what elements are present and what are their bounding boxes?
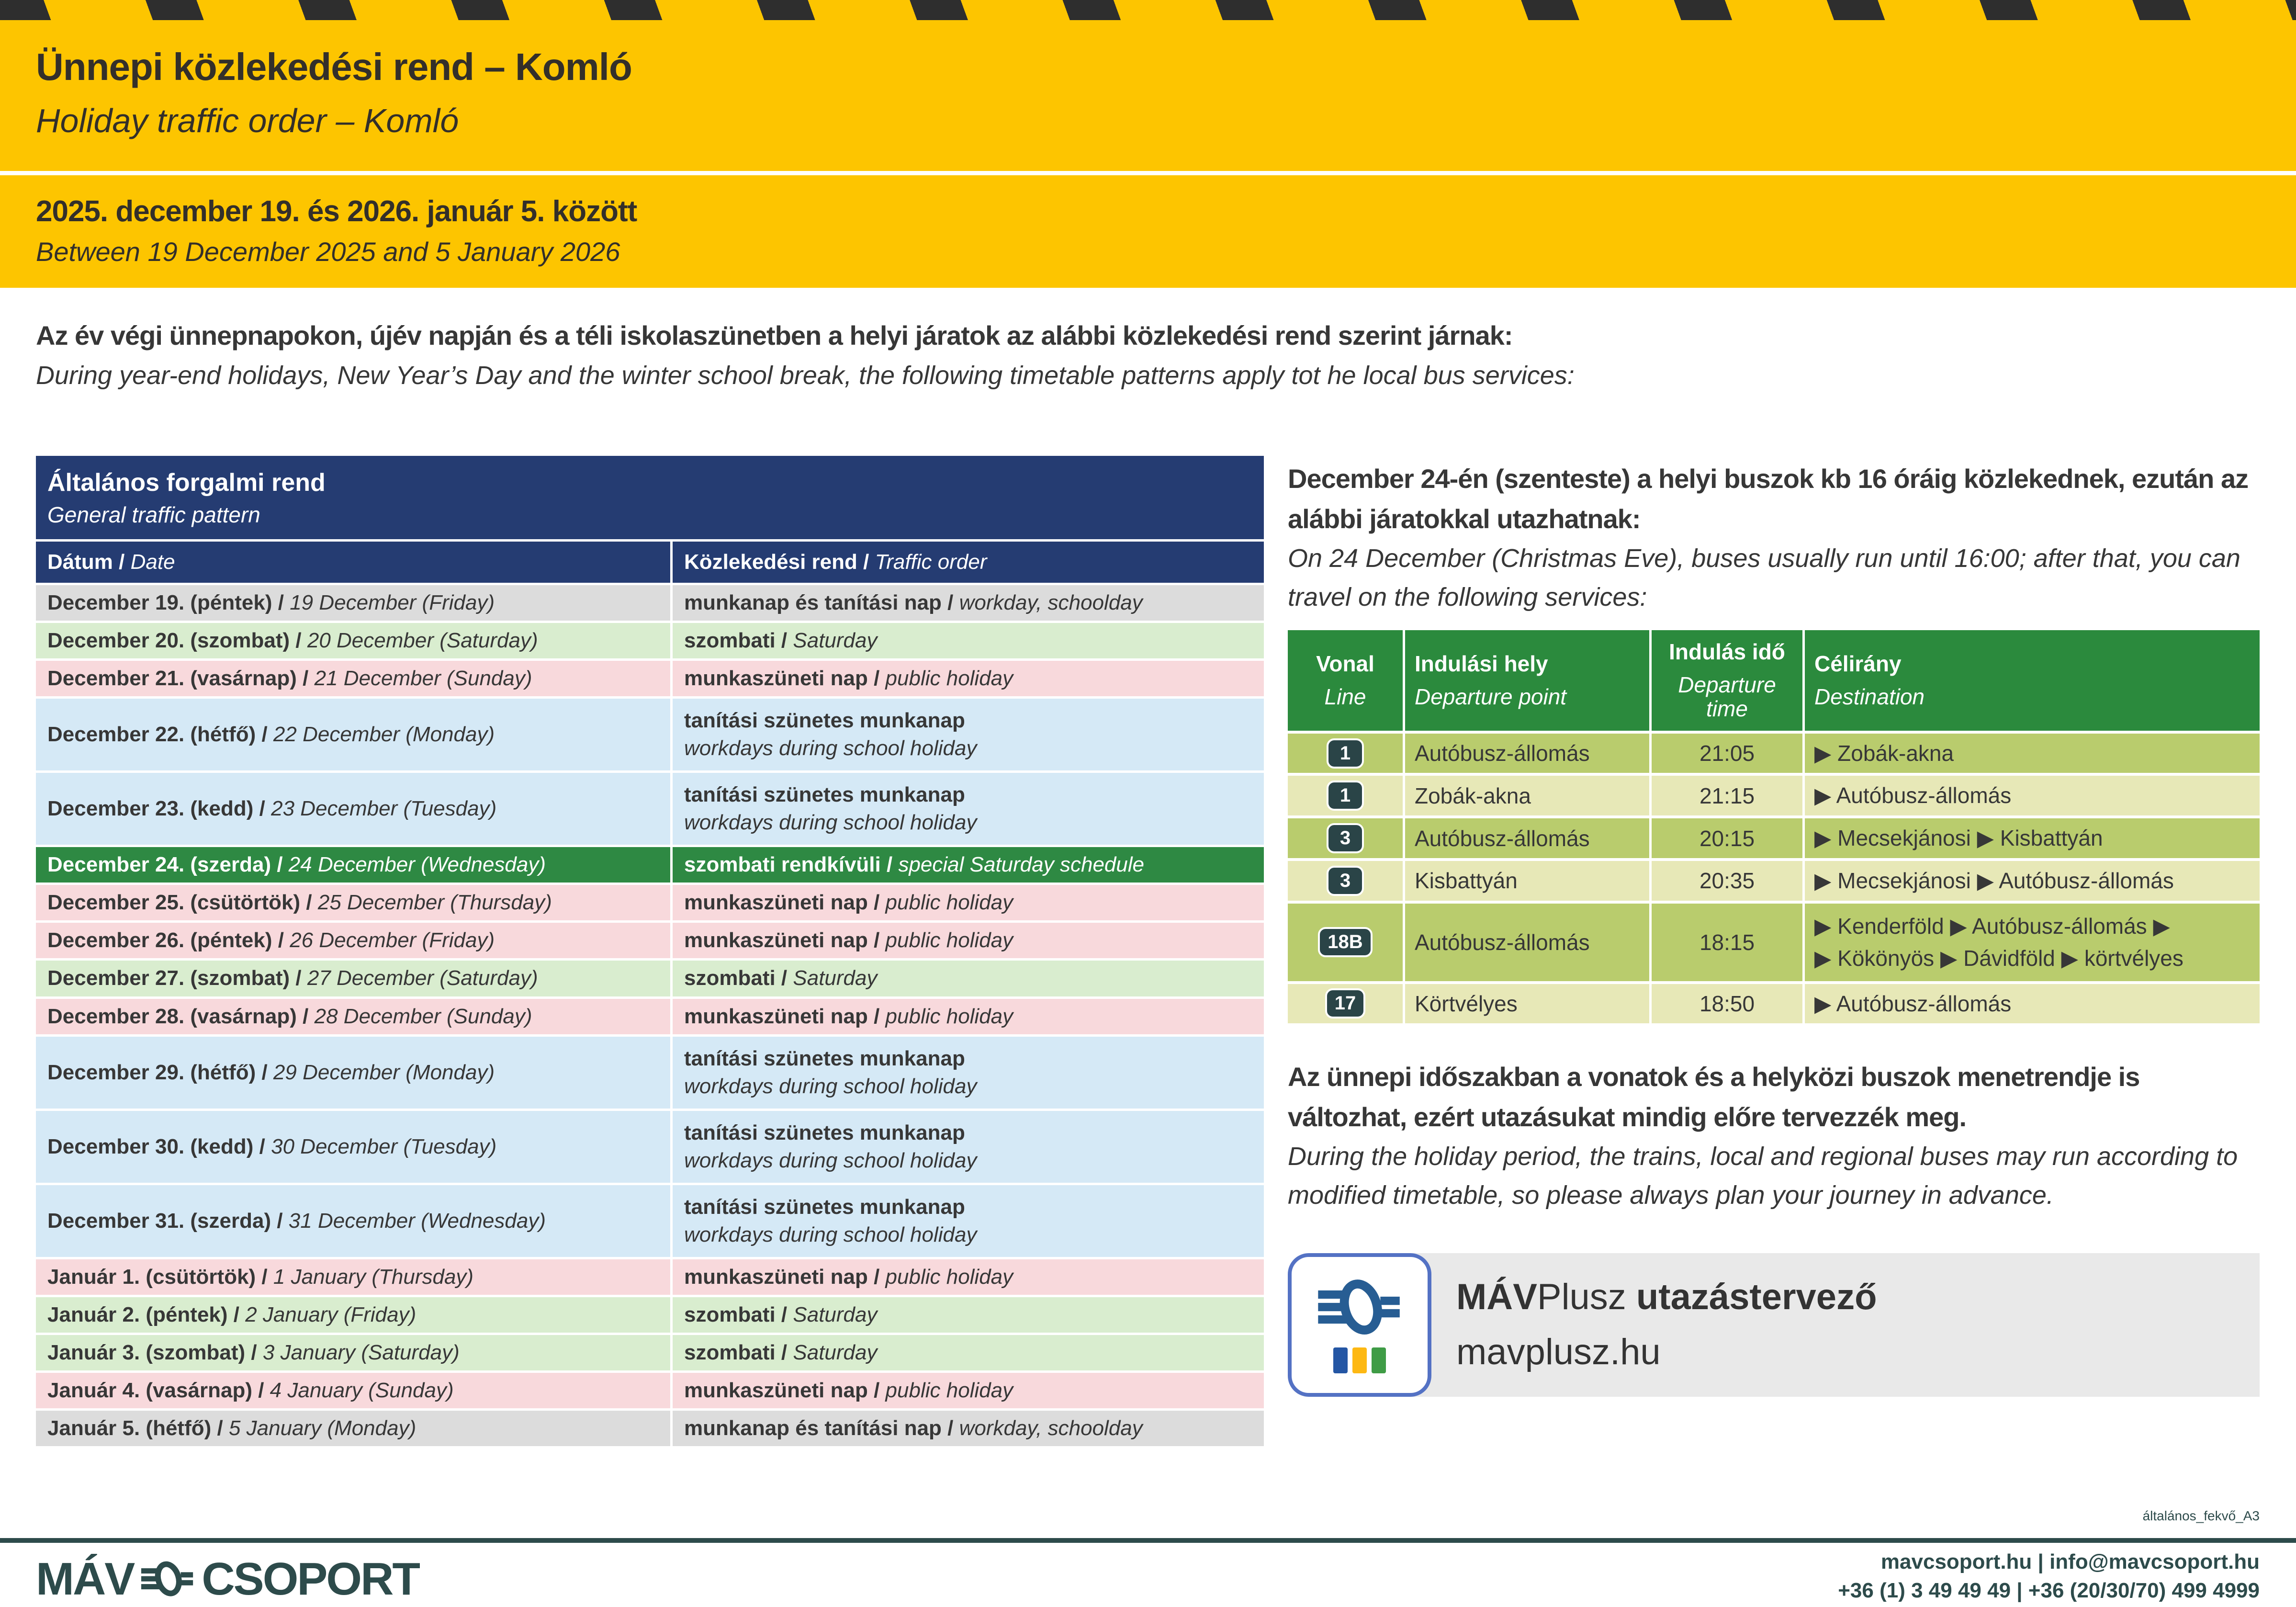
order-hu: szombati / <box>684 1302 788 1326</box>
destination-line: ▶ Kökönyös ▶ Dávidföld ▶ körtvélyes <box>1814 945 2183 971</box>
date-cell <box>36 1259 670 1295</box>
date-en: 31 December (Wednesday) <box>288 1209 546 1233</box>
mavplusz-brand <box>1456 1276 1877 1318</box>
departure-time-cell: 20:15 <box>1652 818 1802 858</box>
date-cell <box>36 699 670 770</box>
order-hu: munkaszüneti nap / <box>684 1265 880 1289</box>
contact-line-1: mavcsoport.hu | info@mavcsoport.hu <box>1880 1550 2260 1573</box>
brand-utazastervezo: utazástervező <box>1626 1277 1877 1318</box>
order-en: workday, schoolday <box>959 1416 1143 1440</box>
column-header-date-en: Date <box>130 550 175 574</box>
line-cell <box>1288 861 1403 901</box>
order-cell <box>673 885 1264 920</box>
order-hu: szombati / <box>684 966 788 990</box>
bus-table-header <box>1288 630 2260 731</box>
line-badge: 1 <box>1327 781 1364 811</box>
general-table-title <box>36 456 1264 539</box>
col-dest-en: Destination <box>1814 684 1925 709</box>
general-table-column-headers <box>36 542 1264 583</box>
order-cell <box>673 699 1264 770</box>
departure-point-cell: Kisbattyán <box>1405 861 1649 901</box>
bar-yellow-icon <box>1352 1347 1367 1373</box>
order-hu: munkaszüneti nap / <box>684 667 880 690</box>
order-cell <box>673 1259 1264 1295</box>
order-hu: tanítási szünetes munkanap <box>684 1120 965 1144</box>
order-hu: munkaszüneti nap / <box>684 928 880 952</box>
date-hu: Január 3. (szombat) / <box>47 1340 257 1364</box>
date-en: 2 January (Friday) <box>245 1302 416 1326</box>
destination-cell <box>1805 904 2260 981</box>
general-table-title-en: General traffic pattern <box>47 502 260 527</box>
intro-hu: Az év végi ünnepnapokon, újév napján és a téli iskolaszünetben a helyi járatok az alábbi közlekedési rend szerint járnak: <box>36 320 1513 351</box>
date-cell <box>36 885 670 920</box>
christmas-eve-heading-en: On 24 December (Christmas Eve), buses usually run until 16:00; after that, you can travel on the following services: <box>1288 544 2240 611</box>
date-hu: December 23. (kedd) / <box>47 797 265 821</box>
line-cell <box>1288 904 1403 981</box>
date-cell <box>36 847 670 883</box>
christmas-eve-heading <box>1288 459 2260 617</box>
table-row <box>36 661 1264 696</box>
mavplusz-banner <box>1288 1253 2260 1397</box>
order-en: public holiday <box>885 667 1013 690</box>
destination-cell <box>1805 861 2260 901</box>
period-en: Between 19 December 2025 and 5 January 2026 <box>36 237 620 267</box>
order-hu: munkanap és tanítási nap / <box>684 591 954 614</box>
departure-time-cell: 21:05 <box>1652 734 1802 773</box>
order-en: Saturday <box>793 1340 878 1364</box>
line-cell <box>1288 818 1403 858</box>
general-traffic-table <box>36 456 1264 1446</box>
mav-logo-icon <box>1314 1277 1405 1339</box>
table-row <box>36 1259 1264 1295</box>
date-hu: December 21. (vasárnap) / <box>47 667 309 690</box>
bus-table-row <box>1288 984 2260 1024</box>
order-cell <box>673 1335 1264 1370</box>
order-en: workdays during school holiday <box>684 736 977 760</box>
col-from-en: Departure point <box>1415 684 1567 709</box>
date-hu: December 26. (péntek) / <box>47 928 284 952</box>
order-hu: tanítási szünetes munkanap <box>684 1046 965 1070</box>
line-badge: 18B <box>1318 927 1372 957</box>
table-row <box>36 847 1264 883</box>
order-cell <box>673 1037 1264 1109</box>
order-cell <box>673 661 1264 696</box>
date-cell <box>36 1297 670 1333</box>
order-hu: tanítási szünetes munkanap <box>684 783 965 807</box>
footer-rule <box>0 1538 2296 1543</box>
col-dest-hu: Célirány <box>1814 651 1902 677</box>
order-en: workdays during school holiday <box>684 811 977 835</box>
order-hu: munkaszüneti nap / <box>684 1378 880 1402</box>
date-hu: December 24. (szerda) / <box>47 853 283 877</box>
bus-table-row <box>1288 861 2260 901</box>
logo-csoport-text: CSOPORT <box>202 1553 419 1605</box>
right-column <box>1288 459 2260 1397</box>
order-en: workdays during school holiday <box>684 1148 977 1172</box>
holiday-notice-hu: Az ünnepi időszakban a vonatok és a helyközi buszok menetrendje is változhat, ezért utazásukat mindig előre tervezzék meg. <box>1288 1062 2140 1132</box>
date-cell <box>36 623 670 658</box>
departure-time-cell: 18:15 <box>1652 904 1802 981</box>
line-badge: 3 <box>1327 866 1364 896</box>
order-en: Saturday <box>793 1302 878 1326</box>
column-header-order <box>673 542 1264 583</box>
order-hu: szombati / <box>684 1340 788 1364</box>
order-en: workdays during school holiday <box>684 1222 977 1246</box>
line-badge: 17 <box>1325 988 1366 1019</box>
order-en: public holiday <box>885 928 1013 952</box>
page-title-en: Holiday traffic order – Komló <box>36 102 459 139</box>
line-badge: 3 <box>1327 823 1364 853</box>
column-header-departure-time <box>1652 630 1802 731</box>
order-en: Saturday <box>793 629 878 653</box>
date-en: 22 December (Monday) <box>273 723 495 747</box>
order-hu: munkaszüneti nap / <box>684 891 880 915</box>
date-hu: December 31. (szerda) / <box>47 1209 283 1233</box>
destination-cell <box>1805 818 2260 858</box>
mav-winged-wheel-icon <box>141 1559 194 1600</box>
order-cell <box>673 1185 1264 1257</box>
order-en: workdays during school holiday <box>684 1074 977 1098</box>
table-row <box>36 699 1264 770</box>
table-row <box>36 885 1264 920</box>
line-cell <box>1288 984 1403 1024</box>
date-cell <box>36 1335 670 1370</box>
order-cell <box>673 773 1264 845</box>
bus-table-rows <box>1288 734 2260 1023</box>
title-band <box>0 20 2296 171</box>
date-en: 23 December (Tuesday) <box>271 797 497 821</box>
bus-table-row <box>1288 776 2260 815</box>
mavplusz-url: mavplusz.hu <box>1456 1332 1661 1373</box>
order-en: public holiday <box>885 1004 1013 1028</box>
holiday-notice-en: During the holiday period, the trains, local and regional buses may run according to modified timetable, so please always plan your journey in advance. <box>1288 1142 2238 1210</box>
date-cell <box>36 773 670 845</box>
destination-cell <box>1805 984 2260 1024</box>
date-en: 27 December (Saturday) <box>307 966 538 990</box>
date-cell <box>36 661 670 696</box>
date-en: 4 January (Sunday) <box>270 1378 454 1402</box>
date-cell <box>36 961 670 996</box>
destination-line: ▶ Mecsekjánosi ▶ Autóbusz-állomás <box>1814 868 2174 893</box>
departure-time-cell: 21:15 <box>1652 776 1802 815</box>
col-from-hu: Indulási hely <box>1415 651 1548 677</box>
table-row <box>36 1037 1264 1109</box>
date-cell <box>36 999 670 1034</box>
logo-mav-text: MÁV <box>36 1553 134 1605</box>
col-line-hu: Vonal <box>1316 651 1374 677</box>
mav-csoport-logo <box>36 1553 419 1606</box>
date-en: 24 December (Wednesday) <box>288 853 546 877</box>
line-cell <box>1288 776 1403 815</box>
date-cell <box>36 1373 670 1408</box>
column-header-date <box>36 542 670 583</box>
date-hu: Január 5. (hétfő) / <box>47 1416 223 1440</box>
date-hu: December 30. (kedd) / <box>47 1134 265 1158</box>
order-hu: tanítási szünetes munkanap <box>684 1195 965 1219</box>
intro-paragraph <box>36 320 2260 390</box>
period-hu: 2025. december 19. és 2026. január 5. között <box>36 195 637 228</box>
date-en: 3 January (Saturday) <box>262 1340 460 1364</box>
bar-blue-icon <box>1333 1347 1348 1373</box>
order-en: public holiday <box>885 1265 1013 1289</box>
bus-table-row <box>1288 818 2260 858</box>
order-hu: munkanap és tanítási nap / <box>684 1416 954 1440</box>
column-header-order-en: Traffic order <box>875 550 987 574</box>
departure-time-cell: 20:35 <box>1652 861 1802 901</box>
date-en: 28 December (Sunday) <box>314 1004 532 1028</box>
mavplusz-app-icon <box>1288 1253 1431 1397</box>
period-band <box>0 175 2296 288</box>
order-cell <box>673 847 1264 883</box>
column-header-order-hu: Közlekedési rend / <box>684 550 869 574</box>
date-hu: December 28. (vasárnap) / <box>47 1004 309 1028</box>
destination-line: ▶ Mecsekjánosi ▶ Kisbattyán <box>1814 826 2103 851</box>
order-hu: munkaszüneti nap / <box>684 1004 880 1028</box>
order-en: workday, schoolday <box>959 591 1143 614</box>
date-cell <box>36 1111 670 1183</box>
christmas-eve-heading-hu: December 24-én (szenteste) a helyi buszok kb 16 óráig közlekednek, ezután az alábbi járatokkal utazhatnak: <box>1288 464 2249 534</box>
departure-point-cell: Autóbusz-állomás <box>1405 904 1649 981</box>
table-row <box>36 1335 1264 1370</box>
column-header-line <box>1288 630 1403 731</box>
date-hu: December 19. (péntek) / <box>47 591 284 614</box>
christmas-eve-bus-table <box>1288 630 2260 1023</box>
column-header-departure-point <box>1405 630 1649 731</box>
date-cell <box>36 923 670 958</box>
order-cell <box>673 999 1264 1034</box>
date-hu: December 29. (hétfő) / <box>47 1060 268 1084</box>
column-header-date-hu: Dátum / <box>47 550 125 574</box>
general-table-rows <box>36 585 1264 1446</box>
departure-point-cell: Autóbusz-állomás <box>1405 818 1649 858</box>
destination-line: ▶ Kenderföld ▶ Autóbusz-állomás ▶ <box>1814 913 2170 939</box>
order-hu: szombati / <box>684 629 788 653</box>
contact-line-2: +36 (1) 3 49 49 49 | +36 (20/30/70) 499 4999 <box>1838 1579 2260 1602</box>
table-row <box>36 585 1264 621</box>
date-en: 21 December (Sunday) <box>314 667 532 690</box>
document-code: általános_fekvő_A3 <box>2142 1508 2260 1523</box>
table-row <box>36 623 1264 658</box>
intro-en: During year-end holidays, New Year’s Day and the winter school break, the following timetable patterns apply tot he local bus services: <box>36 361 1575 390</box>
date-hu: December 27. (szombat) / <box>47 966 302 990</box>
bar-green-icon <box>1372 1347 1386 1373</box>
date-en: 20 December (Saturday) <box>307 629 538 653</box>
order-hu: tanítási szünetes munkanap <box>684 709 965 733</box>
mavplusz-text <box>1456 1276 1877 1373</box>
departure-point-cell: Körtvélyes <box>1405 984 1649 1024</box>
table-row <box>36 1185 1264 1257</box>
table-row <box>36 1297 1264 1333</box>
date-en: 1 January (Thursday) <box>273 1265 474 1289</box>
date-en: 19 December (Friday) <box>290 591 495 614</box>
date-cell <box>36 1185 670 1257</box>
bus-table-row <box>1288 904 2260 981</box>
order-cell <box>673 1373 1264 1408</box>
order-en: special Saturday schedule <box>898 853 1145 877</box>
departure-point-cell: Autóbusz-állomás <box>1405 734 1649 773</box>
holiday-notice <box>1288 1057 2260 1215</box>
order-cell <box>673 961 1264 996</box>
date-hu: December 25. (csütörtök) / <box>47 891 312 915</box>
date-cell <box>36 1037 670 1109</box>
date-en: 25 December (Thursday) <box>317 891 552 915</box>
order-cell <box>673 1411 1264 1446</box>
table-row <box>36 923 1264 958</box>
table-row <box>36 1411 1264 1446</box>
general-table-title-hu: Általános forgalmi rend <box>47 469 326 497</box>
date-en: 30 December (Tuesday) <box>271 1134 497 1158</box>
table-row <box>36 1373 1264 1408</box>
date-hu: Január 2. (péntek) / <box>47 1302 240 1326</box>
col-time-hu: Indulás idő <box>1669 639 1785 664</box>
destination-line: ▶ Zobák-akna <box>1814 740 1954 766</box>
order-en: Saturday <box>793 966 878 990</box>
column-header-destination <box>1805 630 2260 731</box>
hazard-stripe-bar <box>0 0 2296 20</box>
line-badge: 1 <box>1327 738 1364 769</box>
mavplusz-color-bars <box>1333 1347 1386 1373</box>
date-cell <box>36 585 670 621</box>
date-en: 5 January (Monday) <box>228 1416 416 1440</box>
order-cell <box>673 923 1264 958</box>
date-hu: December 22. (hétfő) / <box>47 723 268 747</box>
order-cell <box>673 585 1264 621</box>
date-en: 29 December (Monday) <box>273 1060 495 1084</box>
page-title: Ünnepi közlekedési rend – Komló <box>36 45 632 88</box>
date-hu: December 20. (szombat) / <box>47 629 302 653</box>
footer-contact <box>1838 1548 2260 1605</box>
order-hu: szombati rendkívüli / <box>684 853 893 877</box>
brand-plusz: Plusz <box>1537 1277 1626 1318</box>
line-cell <box>1288 734 1403 773</box>
date-hu: Január 1. (csütörtök) / <box>47 1265 268 1289</box>
departure-time-cell: 18:50 <box>1652 984 1802 1024</box>
col-time-en: Departure time <box>1678 672 1776 722</box>
date-hu: Január 4. (vasárnap) / <box>47 1378 264 1402</box>
destination-cell <box>1805 734 2260 773</box>
destination-cell <box>1805 776 2260 815</box>
date-en: 26 December (Friday) <box>290 928 495 952</box>
departure-point-cell: Zobák-akna <box>1405 776 1649 815</box>
bus-table-row <box>1288 734 2260 773</box>
table-row <box>36 999 1264 1034</box>
table-row <box>36 1111 1264 1183</box>
col-line-en: Line <box>1324 684 1366 709</box>
table-row <box>36 773 1264 845</box>
destination-line: ▶ Autóbusz-állomás <box>1814 991 2012 1016</box>
order-cell <box>673 1111 1264 1183</box>
order-cell <box>673 1297 1264 1333</box>
order-en: public holiday <box>885 1378 1013 1402</box>
destination-line: ▶ Autóbusz-állomás <box>1814 783 2012 808</box>
table-row <box>36 961 1264 996</box>
order-cell <box>673 623 1264 658</box>
order-en: public holiday <box>885 891 1013 915</box>
date-cell <box>36 1411 670 1446</box>
brand-mav: MÁV <box>1456 1277 1537 1318</box>
